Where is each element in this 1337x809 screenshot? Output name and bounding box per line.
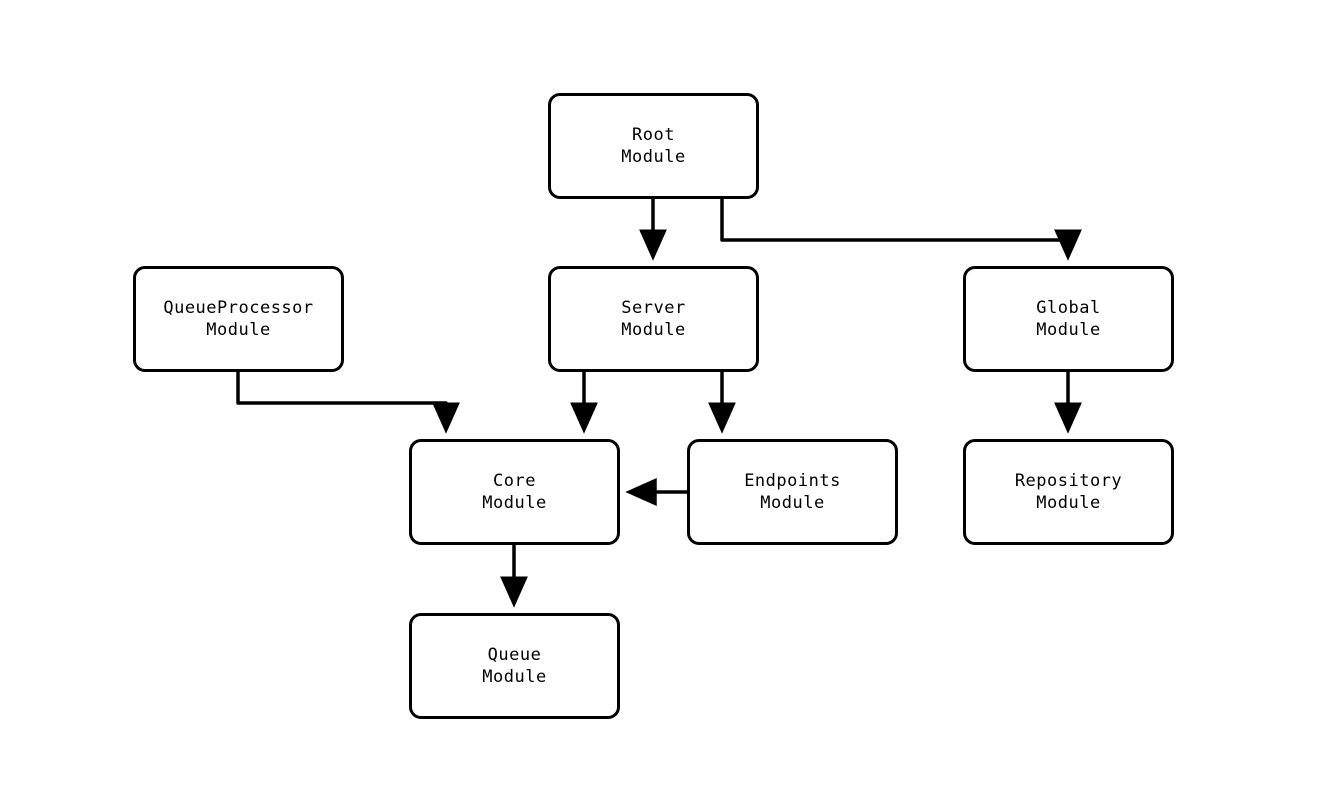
node-root-module[interactable] bbox=[548, 93, 759, 199]
node-server-module-line2: Module bbox=[621, 320, 686, 340]
node-server-module-line1: Server bbox=[621, 298, 686, 318]
node-server-module[interactable] bbox=[548, 266, 759, 372]
node-global-module[interactable] bbox=[963, 266, 1174, 372]
node-repository-module-line1: Repository bbox=[1014, 471, 1123, 491]
edge-root-to-global bbox=[722, 199, 1068, 252]
node-endpoints-module-line1: Endpoints bbox=[744, 471, 841, 491]
node-queueprocessor-module[interactable] bbox=[133, 266, 344, 372]
node-core-module-line2: Module bbox=[482, 493, 547, 513]
node-root-module-line1: Root bbox=[632, 125, 675, 145]
node-endpoints-module[interactable] bbox=[687, 439, 898, 545]
node-queueprocessor-module-line2: Module bbox=[206, 320, 271, 340]
node-core-module-line1: Core bbox=[493, 471, 536, 491]
node-repository-module-line2: Module bbox=[1036, 493, 1101, 513]
node-queue-module-line1: Queue bbox=[487, 645, 542, 665]
node-queueprocessor-module-line1: QueueProcessor bbox=[163, 298, 314, 318]
node-global-module-line2: Module bbox=[1036, 320, 1101, 340]
node-root-module-line2: Module bbox=[621, 147, 686, 167]
node-repository-module[interactable] bbox=[963, 439, 1174, 545]
node-global-module-line1: Global bbox=[1036, 298, 1101, 318]
node-queue-module-line2: Module bbox=[482, 667, 547, 687]
node-endpoints-module-line2: Module bbox=[760, 493, 825, 513]
node-core-module[interactable] bbox=[409, 439, 620, 545]
node-queue-module[interactable] bbox=[409, 613, 620, 719]
edge-queueprocessor-to-core bbox=[238, 372, 446, 425]
